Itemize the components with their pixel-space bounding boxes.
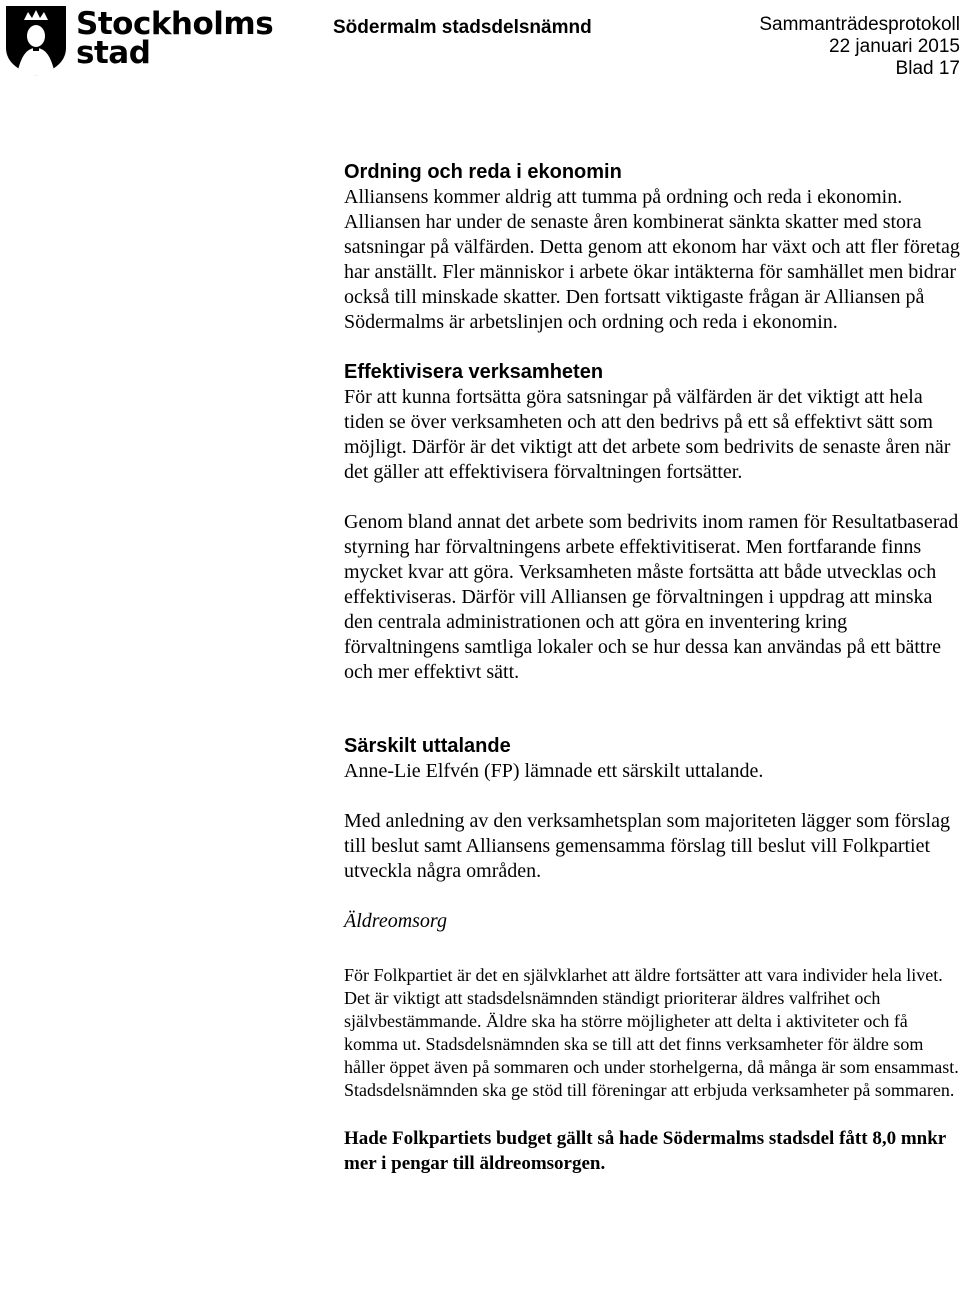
- section-heading-elderly: Äldreomsorg: [344, 910, 447, 932]
- section-heading-efficiency: Effektivisera verksamheten: [344, 361, 604, 383]
- paragraph-economy: Alliansens kommer aldrig att tumma på ordning och reda i ekonomin. Alliansen har under de senaste åren kombinerat sänkta skatter med stora satsningar på välfärden. Detta genom att ekonom har växt och att fler företag har anställt. Fler människor i arbete ökar intäkterna för samhället men bidrar också till minskade skatter. Den fortsatt viktigaste frågan är Alliansen på Södermalms är arbetslinjen och ordning och reda i ekonomin.: [344, 186, 960, 333]
- section-heading-statement: Särskilt uttalande: [344, 735, 511, 757]
- paragraph-efficiency-2: Genom bland annat det arbete som bedrivits inom ramen för Resultatbaserad styrning har förvaltningens arbete effektivitiserat. Men fortfarande finns mycket kvar att göra. Verksamheten måste fortsätta att både utvecklas och effektiviseras. Därför vill Alliansen ge förvaltningen i uppdrag att minska den centrala administrationen och att göra en inventering kring förvaltningens samtliga lokaler och se hur dessa kan användas på ett bättre och mer effektivt sätt.: [344, 511, 959, 683]
- paragraph-efficiency-1: För att kunna fortsätta göra satsningar på välfärden är det viktigt att hela tiden se över verksamheten och att den bedrivs på ett så effektivt sätt som möjligt. Därför är det viktigt att det arbete som bedrivits de senaste åren när det gäller att effektivisera förvaltningen fortsätter.: [344, 386, 951, 483]
- city-crest-icon: [4, 4, 68, 78]
- document-body: [344, 160, 960, 1176]
- section-heading-economy: Ordning och reda i ekonomin: [344, 161, 622, 183]
- page-number: Blad 17: [895, 58, 960, 79]
- paragraph-statement: Anne-Lie Elfvén (FP) lämnade ett särskilt uttalande.: [344, 760, 764, 782]
- stockholms-stad-logo: [4, 4, 274, 76]
- header-meta: [630, 14, 960, 80]
- document-type: Sammanträdesprotokoll: [759, 14, 960, 35]
- logo-wordmark: Stockholms stad: [76, 6, 274, 71]
- paragraph-statement-2: Med anledning av den verksamhetsplan som majoriteten lägger som förslag till beslut samt Alliansens gemensamma förslag till beslut vill Folkpartiet utveckla några områden.: [344, 810, 950, 882]
- paragraph-elderly: För Folkpartiet är det en självklarhet att äldre fortsätter att vara individer hela livet. Det är viktigt att stadsdelsnämnden ständigt prioriterar äldres valfrihet och självbestämmande. Äldre ska ha större möjligheter att delta i aktiviteter och få komma ut. Stadsdelsnämnden ska se till att det finns verksamheter för äldre som håller öppet även på sommaren och under storhelgerna, då många är som ensammast. Stadsdelsnämnden ska ge stöd till föreningar att erbjuda verksamheter på sommaren.: [344, 965, 959, 1100]
- department-name: Södermalm stadsdelsnämnd: [333, 17, 592, 38]
- paragraph-elderly-budget: Hade Folkpartiets budget gällt så hade Södermalms stadsdel fått 8,0 mnkr mer i pengar till äldreomsorgen.: [344, 1128, 946, 1174]
- document-date: 22 januari 2015: [829, 36, 960, 57]
